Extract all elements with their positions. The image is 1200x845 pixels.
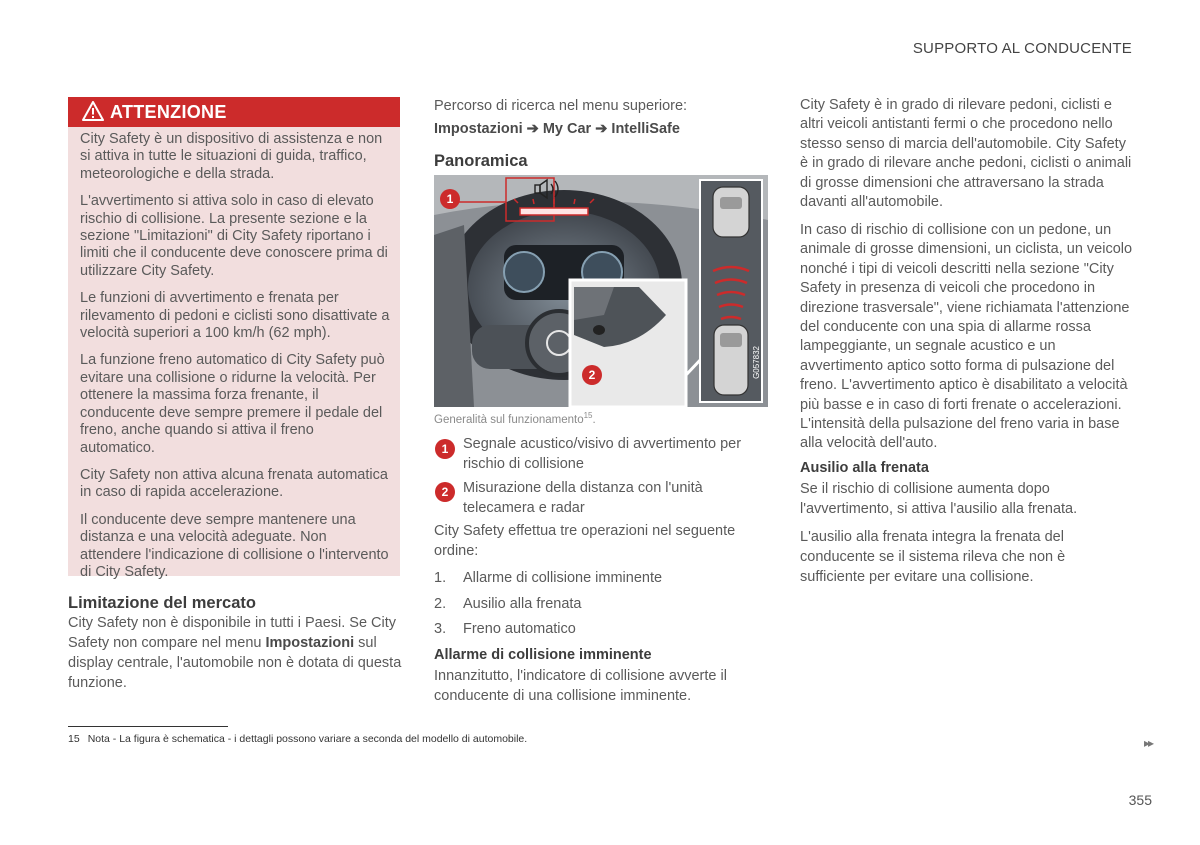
- callout-badge-2: 2: [582, 365, 602, 385]
- list-number: 2.: [434, 595, 447, 612]
- menu-item-my-car: My Car: [542, 121, 592, 137]
- collision-risk-text: In caso di rischio di collisione con un pedone, un animale di grosse dimensioni, un ciclista, un veicolo nonché i tipi di veicoli descritti nella sezione "City Safety in presenza di veicoli che procedono in direzione trasversale", viene richiamata l'attenzione del conducente con una spia di allarme rossa lampeggiante, un segnale acustico e un avvertimento aptico sotto forma di pulsazione del freno. L'avvertimento aptico è disabilitato a velocità più basse e in caso di forti frenate o accelerazioni. L'intensità della pulsazione del freno varia in base alla velocità dell'auto.: [800, 222, 1133, 452]
- list-text: Freno automatico: [463, 621, 576, 637]
- page-number: 355: [1128, 792, 1152, 808]
- footnote-divider: [68, 726, 228, 727]
- menu-item-intellisafe: IntelliSafe: [611, 121, 680, 137]
- settings-menu-ref: Impostazioni: [265, 635, 355, 651]
- arrow-right-icon: ➔: [526, 121, 539, 137]
- market-text: [68, 613, 403, 693]
- market-heading: Limitazione del mercato: [68, 594, 256, 612]
- operations-intro: City Safety effettua tre operazioni nel seguente ordine:: [434, 523, 736, 559]
- market-text-part: sul display centrale, l'automobile non è dotata di questa funzione.: [68, 635, 402, 691]
- warning-text: [80, 131, 390, 591]
- brake-assist-text-2: L'ausilio alla frenata integra la frenata del conducente se il sistema rileva che non è sufficiente per evitare una collisione.: [800, 529, 1066, 585]
- callout-badge-2: 2: [435, 482, 455, 502]
- next-page-icon: ▸▸: [1143, 736, 1152, 750]
- warning-paragraph: City Safety non attiva alcuna frenata automatica in caso di rapida accelerazione.: [80, 466, 388, 501]
- callout-badge-1: 1: [440, 189, 460, 209]
- figure-caption: Generalità sul funzionamento$^{15}$.: [434, 411, 596, 426]
- brake-assist-heading: Ausilio alla frenata: [800, 460, 929, 476]
- footnote: [68, 733, 527, 745]
- section-title: SUPPORTO AL CONDUCENTE: [912, 40, 1132, 57]
- warning-paragraph: Le funzioni di avvertimento e frenata per rilevamento di pedoni e ciclisti sono disattivate a velocità superiori a 100 km/h (62 mph).: [80, 290, 390, 342]
- warning-paragraph: City Safety è un dispositivo di assistenza e non si attiva in tutte le situazioni di guida, traffico, meteorologiche e della strada.: [80, 131, 383, 182]
- overview-heading: Panoramica: [434, 152, 528, 170]
- market-text-part: City Safety non è disponibile in tutti i Paesi. Se City Safety non compare nel menu: [68, 615, 397, 651]
- menu-path: [434, 119, 680, 139]
- callout-text-1: Segnale acustico/visivo di avvertimento per rischio di collisione: [463, 436, 742, 472]
- list-item: [434, 594, 662, 620]
- warning-paragraph: La funzione freno automatico di City Safety può evitare una collisione o ridurne la velocità. Per ottenere la massima forza frenante, il conducente deve sempre premere il pedale del freno, anche quando si attiva il freno automatico.: [80, 352, 385, 456]
- detection-text: City Safety è in grado di rilevare pedoni, ciclisti e altri veicoli antistanti fermi o che procedono nello stesso senso di marcia dell'automobile. City Safety è in grado di rilevare anche pedoni, ciclisti o animali di grosse dimensioni che attraversano la strada davanti all'automobile.: [800, 97, 1132, 211]
- menu-item-settings: Impostazioni: [434, 121, 523, 137]
- list-text: Allarme di collisione imminente: [463, 570, 663, 586]
- operations-list: [434, 568, 662, 645]
- brake-assist-text-1: Se il rischio di collisione aumenta dopo l'avvertimento, si attiva l'ausilio alla frenata.: [800, 481, 1078, 517]
- overview-illustration: [434, 175, 768, 407]
- list-text: Ausilio alla frenata: [463, 595, 582, 612]
- warning-triangle-icon: [82, 101, 104, 121]
- menu-path-intro: Percorso di ricerca nel menu superiore:: [434, 98, 688, 114]
- caption-text: Generalità sul funzionamento: [434, 413, 584, 426]
- callout-text-2: Misurazione della distanza con l'unità telecamera e radar: [463, 480, 703, 516]
- warning-title: ATTENZIONE: [110, 102, 227, 122]
- callout-badge-1: 1: [435, 439, 455, 459]
- arrow-right-icon: ➔: [595, 121, 608, 137]
- list-item: [434, 568, 662, 594]
- figure-code: G057832: [752, 346, 761, 379]
- warning-paragraph: L'avvertimento si attiva solo in caso di elevato rischio di collisione. La presente sezione e la sezione "Limitazioni" di City Safety riportano i limiti che il conducente deve conoscere prima di utilizzare City Safety.: [80, 193, 388, 279]
- caption-footnote-ref: 15: [583, 411, 593, 420]
- footnote-number: 15: [68, 733, 80, 745]
- warning-paragraph: Il conducente deve sempre mantenere una distanza e una velocità adeguate. Non attendere l'indicazione di collisione o l'intervento di City Safety.: [80, 511, 389, 580]
- imminent-text: Innanzitutto, l'indicatore di collisione avverte il conducente di una collisione imminente.: [434, 668, 727, 704]
- list-number: 3.: [434, 621, 447, 637]
- list-item: [434, 619, 662, 645]
- footnote-text: Nota - La figura è schematica - i dettagli possono variare a seconda del modello di automobile.: [87, 733, 528, 745]
- imminent-heading: Allarme di collisione imminente: [434, 647, 652, 663]
- list-number: 1.: [434, 570, 447, 586]
